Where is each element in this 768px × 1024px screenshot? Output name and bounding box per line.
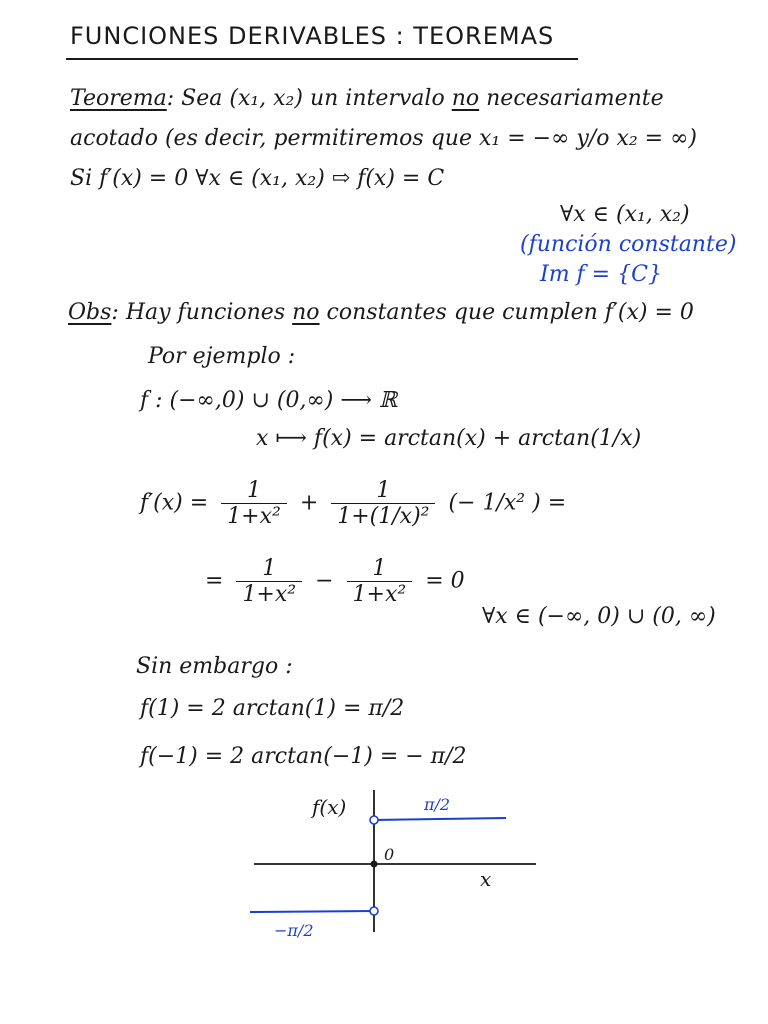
plus-sign: + [299, 490, 319, 516]
obs-line-3: f : (−∞,0) ∪ (0,∞) ⟶ ℝ [140, 388, 398, 413]
obs-line-2: Por ejemplo : [148, 344, 296, 369]
y-axis-label: f(x) [312, 795, 347, 819]
fraction-2-num: 1 [331, 478, 435, 504]
fraction-2 [331, 478, 435, 529]
obs-no: no [292, 300, 320, 325]
derivative-result: = 0 [425, 568, 465, 594]
x-axis-label: x [480, 867, 492, 891]
theorem-line-4: ∀x ∈ (x₁, x₂) [560, 202, 690, 227]
derivative-line-2 [205, 556, 465, 607]
obs-text-b: constantes que cumplen f′(x) = 0 [326, 300, 694, 325]
function-graph [240, 780, 550, 940]
however-line-2: f(−1) = 2 arctan(−1) = − π/2 [140, 744, 467, 769]
however-line-1: f(1) = 2 arctan(1) = π/2 [140, 696, 405, 721]
fraction-4 [347, 556, 413, 607]
fraction-3-num: 1 [236, 556, 302, 582]
upper-open-endpoint [370, 816, 378, 824]
minus-sign: − [315, 568, 334, 594]
theorem-note-constant: (función constante) [520, 232, 737, 257]
fraction-4-den: 1+x² [352, 582, 407, 607]
theorem-text-a: : Sea (x₁, x₂) un intervalo [166, 86, 445, 111]
obs-line-1 [68, 300, 694, 325]
page-title: FUNCIONES DERIVABLES : TEOREMAS [70, 22, 555, 50]
fraction-1-den: 1+x² [227, 504, 281, 529]
derivative-line-1 [140, 478, 566, 529]
fraction-3 [236, 556, 302, 607]
obs-text-a: : Hay funciones [111, 300, 286, 325]
fraction-1-num: 1 [221, 478, 287, 504]
theorem-label: Teorema [70, 86, 167, 111]
lower-open-endpoint [370, 907, 378, 915]
derivative-domain: ∀x ∈ (−∞, 0) ∪ (0, ∞) [482, 604, 716, 629]
upper-value-label: π/2 [424, 795, 451, 814]
fraction-2-den: 1+(1/x)² [337, 504, 430, 529]
lower-branch [250, 911, 374, 912]
theorem-line-2: acotado (es decir, permitiremos que x₁ = −∞ y/o x₂ = ∞) [70, 126, 698, 151]
fraction-3-den: 1+x² [242, 582, 297, 607]
fraction-1 [221, 478, 287, 529]
theorem-no: no [451, 86, 480, 111]
equals-sign: = [205, 568, 224, 594]
obs-line-4: x ⟼ f(x) = arctan(x) + arctan(1/x) [256, 426, 642, 451]
lower-value-label: −π/2 [274, 921, 314, 940]
theorem-line-3: Si f′(x) = 0 ∀x ∈ (x₁, x₂) ⇨ f(x) = C [70, 166, 445, 191]
theorem-note-image: Im f = {C} [540, 262, 662, 287]
upper-branch [374, 818, 506, 820]
however-label: Sin embargo : [136, 654, 293, 679]
theorem-line-1 [70, 86, 664, 111]
origin-label: 0 [384, 845, 395, 864]
chain-factor: (− 1/x² ) = [448, 490, 567, 516]
theorem-text-b: necesariamente [486, 86, 664, 111]
origin-point [371, 861, 378, 868]
derivative-lhs: f′(x) = [140, 490, 209, 516]
title-underline [66, 58, 578, 60]
fraction-4-num: 1 [347, 556, 413, 582]
obs-label: Obs [68, 300, 112, 325]
